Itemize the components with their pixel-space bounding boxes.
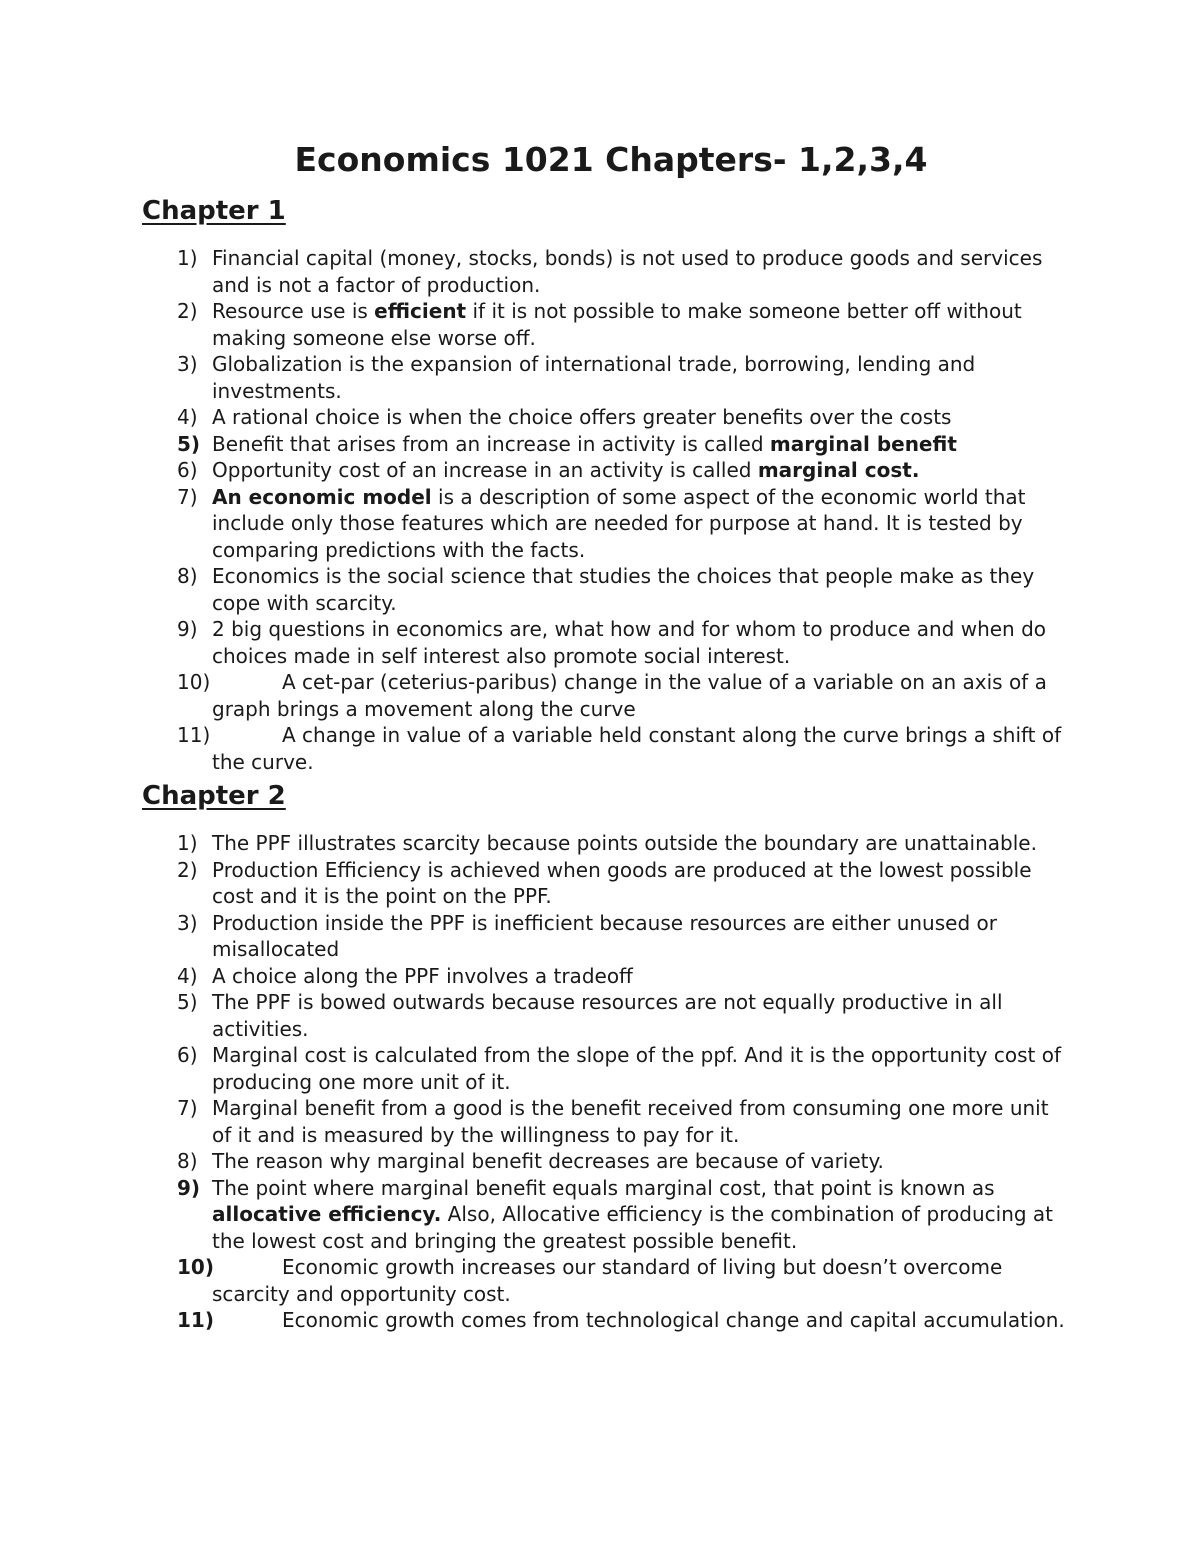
list-item — [0, 351, 1072, 404]
list-item — [0, 1095, 1072, 1148]
list-item — [0, 1307, 1072, 1334]
chapter-2-heading: Chapter 2 — [142, 781, 286, 811]
item-number: 8) — [177, 564, 198, 588]
list-item — [0, 963, 1072, 990]
list-item — [0, 722, 1072, 775]
item-text: The PPF is bowed outwards because resources are not equally productive in all activities. — [212, 990, 1003, 1041]
item-number: 11) — [177, 723, 211, 747]
chapter-2-list — [0, 830, 1200, 1334]
item-text: Marginal cost is calculated from the slope of the ppf. And it is the opportunity cost of producing one more unit of it. — [212, 1043, 1061, 1094]
item-number: 1) — [177, 831, 198, 855]
item-text: A choice along the PPF involves a tradeoff — [212, 963, 633, 988]
bold-term: An economic model — [212, 484, 432, 509]
item-number: 2) — [177, 857, 198, 882]
bold-term: marginal cost. — [757, 458, 920, 482]
item-number: 4) — [177, 963, 198, 988]
page-title: Economics 1021 Chapters- 1,2,3,4 — [294, 140, 928, 179]
item-number: 6) — [177, 458, 198, 482]
item-text: A rational choice is when the choice offers greater benefits over the costs — [212, 405, 952, 429]
item-number: 3) — [177, 910, 198, 935]
item-text: A change in value of a variable held constant along the curve brings a shift of the curve. — [212, 723, 1062, 774]
list-item — [0, 910, 1072, 963]
item-number: 10) — [177, 1255, 214, 1279]
list-item — [0, 857, 1072, 910]
item-number: 7) — [177, 1096, 198, 1120]
item-number: 1) — [177, 246, 198, 270]
item-number: 3) — [177, 352, 198, 376]
list-item — [0, 298, 1072, 351]
item-text: Economics is the social science that studies the choices that people make as they cope with scarcity. — [212, 564, 1035, 615]
item-text: Globalization is the expansion of international trade, borrowing, lending and investments. — [212, 352, 976, 403]
chapter-1-heading: Chapter 1 — [142, 196, 286, 226]
list-item — [0, 563, 1072, 616]
list-item — [0, 245, 1072, 298]
list-item — [0, 431, 1072, 458]
item-number: 5) — [177, 431, 201, 456]
bold-term: allocative efficiency. — [212, 1202, 442, 1226]
item-text: The point where marginal benefit equals marginal cost, that point is known as allocative efficiency. Also, Allocative efficiency is the combination of producing at the lowest cost and bringing the greatest possible benefit. — [212, 1175, 1054, 1253]
item-text: Benefit that arises from an increase in activity is called marginal benefit — [212, 431, 957, 456]
list-item — [0, 484, 1072, 564]
item-number: 8) — [177, 1149, 198, 1173]
list-item — [0, 1254, 1072, 1307]
list-item — [0, 1175, 1072, 1255]
item-number: 2) — [177, 299, 198, 323]
item-number: 7) — [177, 484, 198, 509]
item-number: 4) — [177, 405, 198, 429]
list-item — [0, 1042, 1072, 1095]
item-number: 5) — [177, 990, 198, 1014]
item-number: 9) — [177, 617, 198, 641]
list-item — [0, 457, 1072, 484]
item-text: A cet-par (ceterius-paribus) change in the value of a variable on an axis of a graph brings a movement along the curve — [212, 670, 1047, 721]
item-text: Economic growth comes from technological change and capital accumulation. — [282, 1308, 1065, 1332]
item-text: An economic model is a description of some aspect of the economic world that include only those features which are needed for purpose at hand. It is tested by comparing predictions with the facts. — [212, 484, 1026, 562]
item-number: 6) — [177, 1043, 198, 1067]
item-text: Resource use is efficient if it is not possible to make someone better off without making someone else worse off. — [212, 299, 1022, 350]
item-text: Opportunity cost of an increase in an activity is called marginal cost. — [212, 458, 920, 482]
list-item — [0, 404, 1072, 431]
item-text: Financial capital (money, stocks, bonds) is not used to produce goods and services and is not a factor of production. — [212, 246, 1043, 297]
item-text: Marginal benefit from a good is the benefit received from consuming one more unit of it and is measured by the willingness to pay for it. — [212, 1096, 1049, 1147]
list-item — [0, 830, 1072, 857]
item-text: The reason why marginal benefit decreases are because of variety. — [212, 1149, 884, 1173]
item-text: Production inside the PPF is inefficient because resources are either unused or misallocated — [212, 910, 997, 961]
item-number: 9) — [177, 1175, 201, 1200]
list-item — [0, 1148, 1072, 1175]
list-item — [0, 989, 1072, 1042]
item-text: The PPF illustrates scarcity because points outside the boundary are unattainable. — [212, 831, 1037, 855]
item-text: Production Efficiency is achieved when goods are produced at the lowest possible cost and it is the point on the PPF. — [212, 857, 1032, 908]
bold-term: marginal benefit — [769, 431, 957, 456]
list-item — [0, 616, 1072, 669]
item-number: 10) — [177, 670, 211, 694]
item-text: Economic growth increases our standard of living but doesn’t overcome scarcity and opportunity cost. — [212, 1255, 1003, 1306]
item-number: 11) — [177, 1308, 214, 1332]
list-item — [0, 669, 1072, 722]
item-text: 2 big questions in economics are, what how and for whom to produce and when do choices made in self interest also promote social interest. — [212, 617, 1047, 668]
bold-term: efficient — [374, 299, 467, 323]
chapter-1-list — [0, 245, 1200, 775]
